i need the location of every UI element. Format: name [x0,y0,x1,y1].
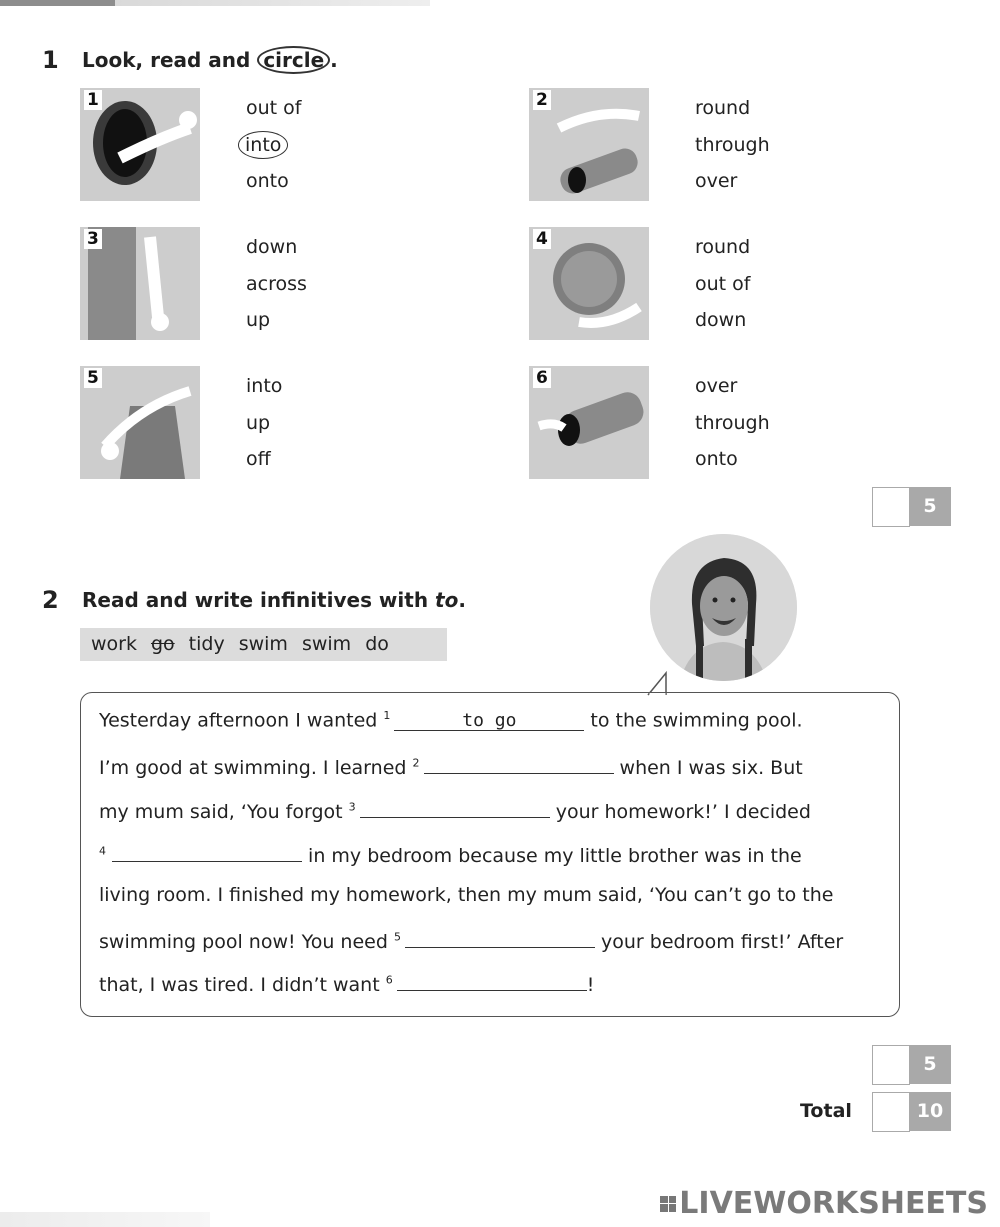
brand-name: LIVEWORKSHEETS [679,1186,988,1221]
story-line-4: $^4$ in my bedroom because my little brother was in the [99,841,802,867]
option-item[interactable] [695,127,770,164]
story-line-1: Yesterday afternoon I wanted $^1$ to go to the swimming pool. [99,709,803,732]
word-bank-item: swim [238,633,288,655]
picture-number: 1 [84,90,102,110]
option-word[interactable]: through [695,411,770,434]
story-textbox [80,692,900,1017]
option-word[interactable]: out of [695,272,751,295]
word-bank-item: do [365,633,389,655]
options-1 [246,90,301,200]
story-line-6: swimming pool now! You need $^5$ your bedroom first!’ After [99,927,843,953]
answer-gap-2[interactable] [424,753,614,774]
exercise-1-title [82,46,338,74]
option-word[interactable]: down [246,236,298,258]
options-5 [246,368,282,478]
exercise-1-score: 5 [909,487,951,526]
exercise-1-score-input[interactable] [872,487,910,527]
option-item[interactable] [695,266,750,303]
options-4 [695,229,750,339]
story-line-5: living room. I finished my homework, then my mum said, ‘You can’t go to the [99,884,834,906]
exercise-2-number: 2 [42,586,59,614]
exercise-1-title-text: Look, read and [82,48,251,72]
brand-logo[interactable] [660,1186,988,1221]
answer-gap-5[interactable] [405,927,595,948]
story-line-2: I’m good at swimming. I learned $^2$ when I was six. But [99,753,803,779]
option-item[interactable] [246,368,282,405]
exercise-2-score: 5 [909,1045,951,1084]
picture-3 [80,227,200,340]
total-score: 10 [909,1092,951,1131]
exercise-1-title-end: . [330,48,338,72]
option-word[interactable]: down [695,309,747,331]
option-word[interactable]: up [246,411,271,434]
exercise-1-title-circled-word: circle [257,46,330,74]
option-item[interactable] [246,127,301,164]
option-word[interactable]: across [246,272,307,295]
option-word[interactable]: round [695,236,751,258]
option-word[interactable]: over [695,375,738,397]
picture-1 [80,88,200,201]
option-item[interactable] [246,229,307,266]
option-item[interactable] [695,90,770,127]
option-item[interactable] [246,90,301,127]
answer-gap-1[interactable]: to go [394,710,584,731]
option-item[interactable] [695,302,750,339]
picture-number: 6 [533,368,551,388]
story-line-7: that, I was tired. I didn’t want $^6$ ! [99,970,594,996]
answer-gap-3[interactable] [360,797,550,818]
option-item[interactable] [695,441,770,478]
option-word[interactable]: into [246,375,283,397]
option-word[interactable]: up [246,309,271,331]
picture-number: 5 [84,368,102,388]
total-label: Total [800,1100,852,1122]
picture-2 [529,88,649,201]
bottom-decor-bar [0,1212,210,1227]
word-bank-item: work [91,633,137,655]
picture-number: 4 [533,229,551,249]
word-bank-item: tidy [188,633,225,655]
option-word[interactable]: round [695,97,751,119]
option-item[interactable] [246,163,301,200]
option-word[interactable]: into [238,131,288,159]
exercise-2-score-input[interactable] [872,1045,910,1085]
exercise-2-title-italic: to [435,588,459,612]
word-bank-item: swim [301,633,352,655]
option-word[interactable]: off [246,448,271,470]
option-word[interactable]: onto [695,448,738,470]
option-word[interactable]: over [695,170,738,192]
answer-gap-4[interactable] [112,841,302,862]
word-bank-item: go [150,633,175,655]
exercise-1-number: 1 [42,46,59,74]
story-line-3: my mum said, ‘You forgot $^3$ your homework!’ I decided [99,797,811,823]
option-item[interactable] [246,441,282,478]
answer-gap-6[interactable] [397,970,587,991]
option-item[interactable] [695,229,750,266]
option-item[interactable] [246,302,307,339]
option-word[interactable]: onto [246,170,289,192]
exercise-2-title-text: Read and write infinitives with [82,588,436,612]
options-3 [246,229,307,339]
option-word[interactable]: through [695,133,770,156]
exercise-2-title-end: . [458,588,466,612]
total-score-input[interactable] [872,1092,910,1132]
options-2 [695,90,770,200]
option-item[interactable] [246,405,282,442]
picture-number: 2 [533,90,551,110]
option-item[interactable] [695,405,770,442]
word-bank [80,628,447,661]
picture-5 [80,366,200,479]
option-item[interactable] [695,368,770,405]
picture-4 [529,227,649,340]
option-word[interactable]: out of [246,97,302,119]
exercise-2-title [82,588,466,612]
option-item[interactable] [695,163,770,200]
top-decor-bar [0,0,430,6]
brand-icon [660,1196,676,1212]
girl-photo [650,534,797,681]
options-6 [695,368,770,478]
option-item[interactable] [246,266,307,303]
picture-6 [529,366,649,479]
picture-number: 3 [84,229,102,249]
